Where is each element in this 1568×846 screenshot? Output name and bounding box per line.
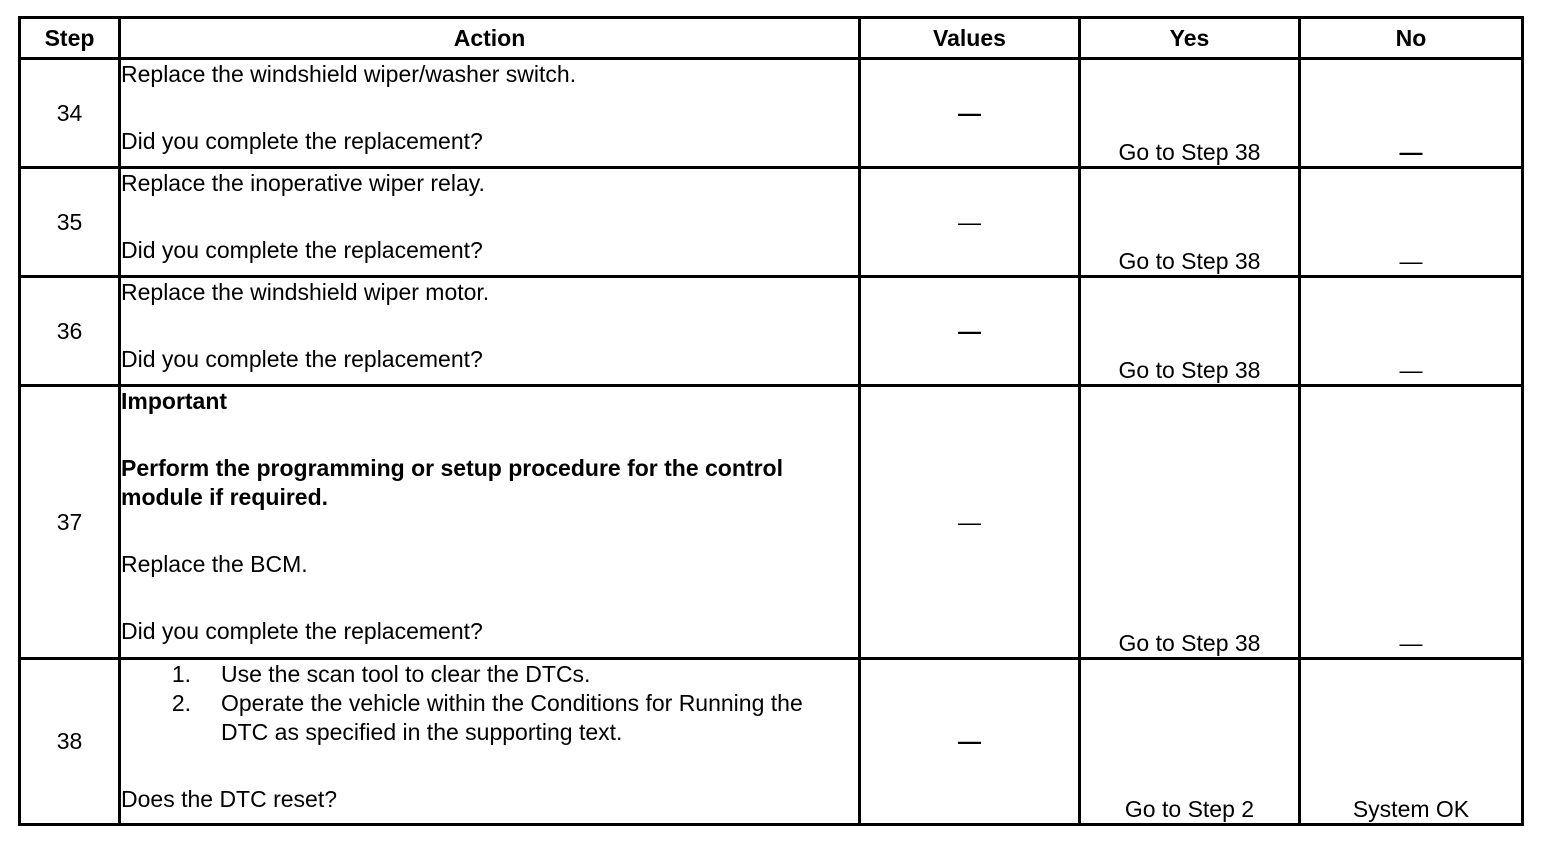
action-text: Replace the inoperative wiper relay. [121, 170, 485, 196]
yes-cell: Go to Step 38 [1080, 168, 1300, 277]
action-question: Did you complete the replacement? [121, 237, 483, 263]
action-cell [120, 277, 860, 386]
action-cell [120, 659, 860, 825]
table-row [20, 386, 1523, 659]
action-cell [120, 168, 860, 277]
list-text: Use the scan tool to clear the DTCs. [221, 661, 591, 687]
header-step: Step [20, 18, 120, 59]
header-yes: Yes [1080, 18, 1300, 59]
values-cell: — [860, 659, 1080, 825]
list-item [121, 660, 858, 689]
values-cell: — [860, 168, 1080, 277]
action-question: Did you complete the replacement? [121, 128, 483, 154]
action-text: Replace the windshield wiper/washer switch. [121, 61, 577, 87]
step-number: 38 [20, 659, 120, 825]
no-cell: System OK [1300, 659, 1523, 825]
header-row [20, 18, 1523, 59]
list-number: 1. [171, 661, 191, 687]
important-text: Perform the programming or setup procedure for the control module if required. [121, 455, 783, 510]
values-cell: — [860, 277, 1080, 386]
action-cell [120, 59, 860, 168]
header-action: Action [120, 18, 860, 59]
step-number: 36 [20, 277, 120, 386]
table-row [20, 59, 1523, 168]
list-text: Operate the vehicle within the Conditions for Running the DTC as specified in the supporting text. [221, 690, 803, 745]
values-cell: — [860, 59, 1080, 168]
table-row [20, 168, 1523, 277]
step-number: 34 [20, 59, 120, 168]
table-row [20, 277, 1523, 386]
action-question: Does the DTC reset? [121, 786, 338, 812]
values-cell: — [860, 386, 1080, 659]
step-number: 37 [20, 386, 120, 659]
important-title: Important [121, 388, 228, 414]
no-cell: — [1300, 168, 1523, 277]
action-text: Replace the BCM. [121, 551, 308, 577]
no-cell: — [1300, 59, 1523, 168]
yes-cell: Go to Step 2 [1080, 659, 1300, 825]
list-number: 2. [171, 690, 191, 716]
procedure-list [121, 660, 858, 747]
header-no: No [1300, 18, 1523, 59]
header-values: Values [860, 18, 1080, 59]
yes-cell: Go to Step 38 [1080, 277, 1300, 386]
no-cell: — [1300, 277, 1523, 386]
step-number: 35 [20, 168, 120, 277]
yes-cell: Go to Step 38 [1080, 59, 1300, 168]
list-item [121, 689, 858, 747]
yes-cell: Go to Step 38 [1080, 386, 1300, 659]
diagnostic-table [18, 16, 1524, 826]
action-text: Replace the windshield wiper motor. [121, 279, 490, 305]
action-question: Did you complete the replacement? [121, 618, 483, 644]
action-cell [120, 386, 860, 659]
no-cell: — [1300, 386, 1523, 659]
table-row [20, 659, 1523, 825]
action-question: Did you complete the replacement? [121, 346, 483, 372]
